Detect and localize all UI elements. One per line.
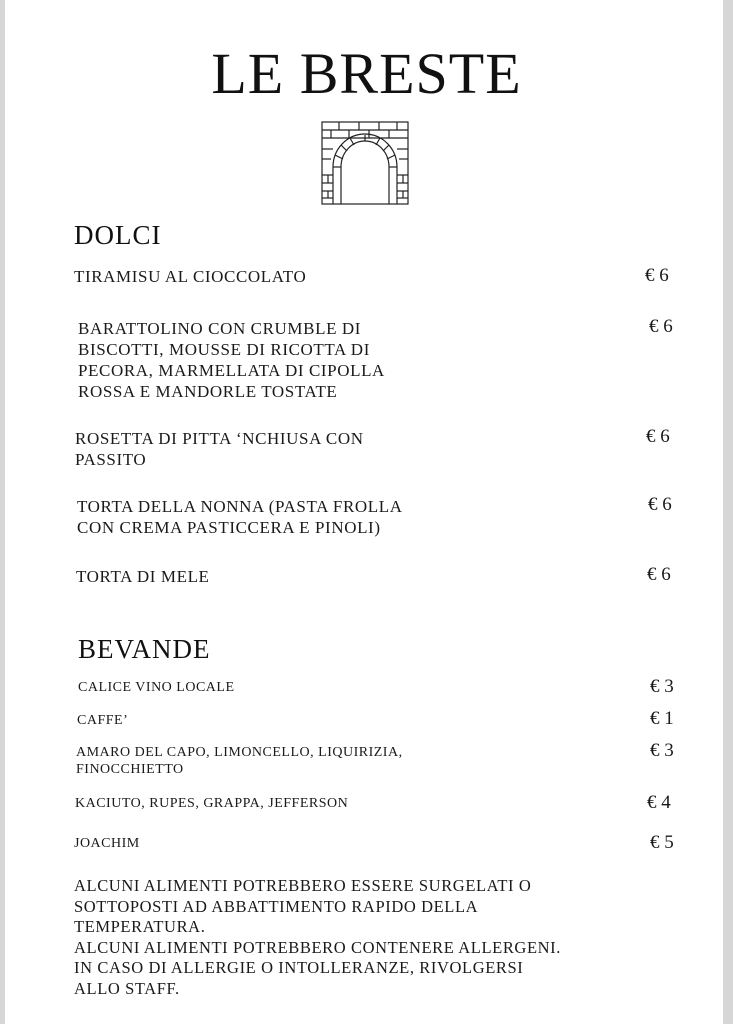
section-title-bevande: BEVANDE (78, 634, 211, 664)
allergen-notice: ALCUNI ALIMENTI POTREBBERO ESSERE SURGELATI O SOTTOPOSTI AD ABBATTIMENTO RAPIDO DELLA TEMPERATURA. ALCUNI ALIMENTI POTREBBERO CONTENERE ALLERGENI. IN CASO DI ALLERGIE O INTOLLERANZE, RIVOLGERSI ALLO STAFF. (74, 876, 561, 998)
menu-item: TORTA DELLA NONNA (PASTA FROLLA CON CREMA PASTICCERA E PINOLI) (77, 497, 403, 537)
item-price: € 6 (648, 494, 672, 515)
section-title-dolci: DOLCI (74, 220, 162, 250)
menu-item: JOACHIM (74, 836, 140, 851)
menu-item: KACIUTO, RUPES, GRAPPA, JEFFERSON (75, 796, 349, 811)
menu-item: TIRAMISU AL CIOCCOLATO (74, 267, 307, 286)
menu-item: ROSETTA DI PITTA ‘NCHIUSA CON PASSITO (75, 429, 364, 469)
arch-logo-icon (319, 119, 411, 207)
item-price: € 6 (649, 316, 673, 337)
menu-item: BARATTOLINO CON CRUMBLE DI BISCOTTI, MOUSSE DI RICOTTA DI PECORA, MARMELLATA DI CIPOLLA ROSSA E MANDORLE TOSTATE (78, 319, 385, 401)
item-price: € 3 (650, 676, 674, 697)
item-price: € 3 (650, 740, 674, 761)
menu-item: CALICE VINO LOCALE (78, 680, 235, 695)
item-price: € 6 (646, 426, 670, 447)
item-price: € 6 (647, 564, 671, 585)
item-price: € 4 (647, 792, 671, 813)
restaurant-title: LE BRESTE (211, 41, 522, 106)
menu-item: TORTA DI MELE (76, 567, 210, 586)
item-price: € 6 (645, 265, 669, 286)
item-price: € 5 (650, 832, 674, 853)
menu-item: AMARO DEL CAPO, LIMONCELLO, LIQUIRIZIA, FINOCCHIETTO (76, 745, 403, 777)
item-price: € 1 (650, 708, 674, 729)
menu-item: CAFFE’ (77, 713, 129, 728)
